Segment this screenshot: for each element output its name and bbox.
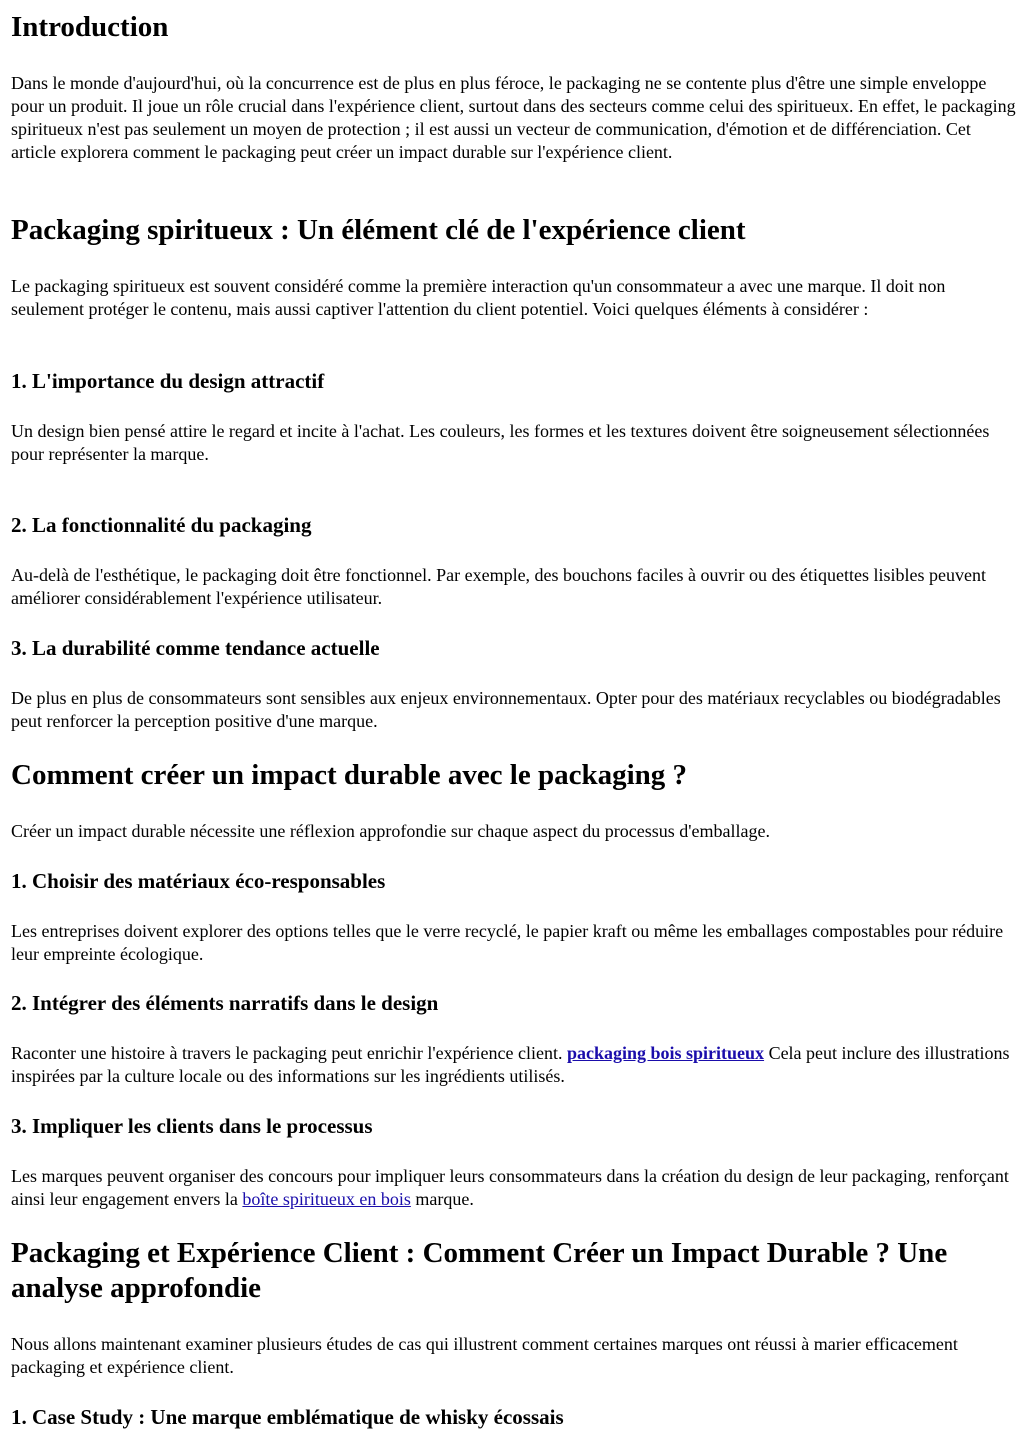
- section2-paragraph: Créer un impact durable nécessite une réflexion approfondie sur chaque aspect du processus d'emballage.: [11, 821, 770, 841]
- link-boite-spiritueux-en-bois[interactable]: boîte spiritueux en bois: [242, 1189, 411, 1209]
- heading-elements-narratifs: 2. Intégrer des éléments narratifs dans le design: [11, 991, 439, 1015]
- fonctionnalite-text: Au-delà de l'esthétique, le packaging doit être fonctionnel. Par exemple, des bouchons faciles à ouvrir ou des étiquettes lisibles peuvent améliorer considérablement l'expérience utilisateur.: [11, 565, 986, 608]
- impliquer-text-before: Les marques peuvent organiser des concours pour impliquer leurs consommateurs dans la création du design de leur packaging, renforçant ainsi leur engagement envers la: [11, 1166, 1009, 1209]
- heading-packaging-spiritueux: Packaging spiritueux : Un élément clé de l'expérience client: [11, 214, 746, 246]
- materiaux-text: Les entreprises doivent explorer des options telles que le verre recyclé, le papier kraft ou même les emballages compostables pour réduire leur empreinte écologique.: [11, 921, 1004, 964]
- elements-narratifs-text: [11, 1042, 1016, 1088]
- heading-introduction: Introduction: [11, 11, 169, 43]
- design-attractif-text: Un design bien pensé attire le regard et incite à l'achat. Les couleurs, les formes et les textures doivent être soigneusement sélectionnées pour représenter la marque.: [11, 421, 990, 464]
- heading-fonctionnalite: 2. La fonctionnalité du packaging: [11, 513, 312, 537]
- narratifs-text-before: Raconter une histoire à travers le packaging peut enrichir l'expérience client.: [11, 1043, 567, 1063]
- impliquer-clients-text: [11, 1165, 1016, 1211]
- heading-materiaux: 1. Choisir des matériaux éco-responsables: [11, 869, 386, 893]
- section1-paragraph: Le packaging spiritueux est souvent considéré comme la première interaction qu'un consommateur a avec une marque. Il doit non seulement protéger le contenu, mais aussi captiver l'attention du client potentiel. Voici quelques éléments à considérer :: [11, 276, 946, 319]
- link-packaging-bois-spiritueux[interactable]: packaging bois spiritueux: [567, 1043, 765, 1063]
- section3-paragraph: Nous allons maintenant examiner plusieurs études de cas qui illustrent comment certaines marques ont réussi à marier efficacement packaging et expérience client.: [11, 1334, 958, 1377]
- impliquer-text-after: marque.: [410, 1189, 474, 1209]
- heading-analyse-approfondie: Packaging et Expérience Client : Comment Créer un Impact Durable ? Une analyse approfondie: [11, 1237, 948, 1304]
- heading-durabilite: 3. La durabilité comme tendance actuelle: [11, 636, 380, 660]
- intro-paragraph: Dans le monde d'aujourd'hui, où la concurrence est de plus en plus féroce, le packaging ne se contente plus d'être une simple enveloppe pour un produit. Il joue un rôle crucial dans l'expérience client, surtout dans des secteurs comme celui des spiritueux. En effet, le packaging spiritueux n'est pas seulement un moyen de protection ; il est aussi un vecteur de communication, d'émotion et de différenciation. Cet article explorera comment le packaging peut créer un impact durable sur l'expérience client.: [11, 73, 1016, 162]
- narratifs-text-after: Cela peut inclure des illustrations inspirées par la culture locale ou des informations sur les ingrédients utilisés.: [11, 1043, 1010, 1086]
- heading-design-attractif: 1. L'importance du design attractif: [11, 369, 325, 393]
- durabilite-text: De plus en plus de consommateurs sont sensibles aux enjeux environnementaux. Opter pour des matériaux recyclables ou biodégradables peut renforcer la perception positive d'une marque.: [11, 688, 1001, 731]
- heading-case-study-whisky: 1. Case Study : Une marque emblématique de whisky écossais: [11, 1405, 564, 1429]
- heading-impliquer-clients: 3. Impliquer les clients dans le processus: [11, 1114, 373, 1138]
- heading-impact-durable: Comment créer un impact durable avec le packaging ?: [11, 759, 688, 791]
